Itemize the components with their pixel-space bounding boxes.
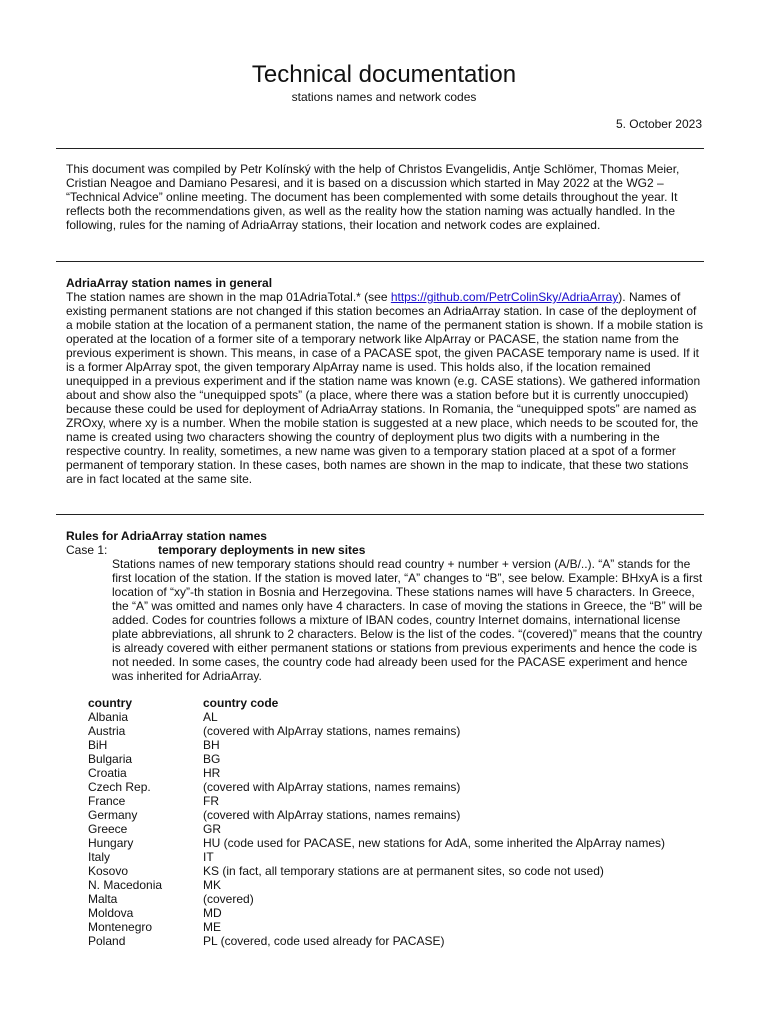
case-1-line [66,543,365,557]
code-cell: ME [203,920,221,934]
country-cell: Czech Rep. [88,780,151,794]
document-date: 5. October 2023 [615,117,702,131]
table-row [88,766,665,780]
table-row [88,906,665,920]
code-cell: PL (covered, code used already for PACASE) [203,934,445,948]
document-subtitle: stations names and network codes [291,90,477,104]
country-cell: Bulgaria [88,752,133,766]
code-cell: HR [203,766,221,780]
code-cell: BG [203,752,221,766]
country-codes-table [88,696,665,948]
table-row [88,892,665,906]
code-cell: AL [203,710,218,724]
case-label: Case 1: [66,543,108,557]
code-cell: GR [203,822,221,836]
divider [56,514,704,515]
table-header-row [88,696,665,710]
section-heading-station-names: AdriaArray station names in general [66,276,273,290]
intro-paragraph: This document was compiled by Petr Kolínský with the help of Christos Evangelidis, Antje Schlömer, Thomas Meier, Cristian Neagoe and Damiano Pesaresi, and it is based on a discussion which started in May 2022 at the WG2 – “Technical Advice” online meeting. The document has been complemented with some details throughout the year. It reflects both the recommendations given, as well as the reality how the station naming was actually handled. In the following, rules for the naming of AdriaArray stations, their location and network codes are explained. [66,162,680,232]
column-header-country: country [88,696,133,710]
table-row [88,850,665,864]
case-1-paragraph: Stations names of new temporary stations should read country + number + version (A/B/..). “A” stands for the first location of the station. If the station is moved later, “A” changes to “B”, see below. Example: BHxyA is a first location of “xy”-th station in Bosnia and Herzegovina. These stations names will have 5 characters. In Greece, the “A” was omitted and names only have 4 characters. In case of moving the stations in Greece, the “B” will be added. Codes for countries follows a mixture of IBAN codes, country Internet domains, international license plate abbreviations, all shrunk to 2 characters. Below is the list of the codes. “(covered)” means that the country is already covered with either permanent stations or stations from previous experiments and hence the code is not needed. In some cases, the country code had already been used for the PACASE experiment and hence was inherited for AdriaArray. [112,557,703,683]
station-names-paragraph [66,290,706,486]
code-cell: HU (code used for PACASE, new stations for AdA, some inherited the AlpArray names) [203,836,665,850]
code-cell: (covered with AlpArray stations, names remains) [203,724,461,738]
country-cell: Austria [88,724,126,738]
table-row [88,878,665,892]
code-cell: IT [203,850,214,864]
table-row [88,738,665,752]
paragraph-text: The station names are shown in the map 01AdriaTotal.* (see [66,290,391,304]
code-cell: KS (in fact, all temporary stations are at permanent sites, so code not used) [203,864,604,878]
table-row [88,780,665,794]
code-cell: BH [203,738,220,752]
paragraph-text: ). Names of existing permanent stations are not changed if this station becomes an AdriaArray station. In case of the deployment of a mobile station at the location of a permanent station, the name of the permanent station is shown. If a mobile station is operated at the location of a former site of a temporary network like AlpArray or PACASE, the station name from the previous experiment is shown. This means, in case of a PACASE spot, the given PACASE temporary name is used. If it is a former AlpArray spot, the given temporary AlpArray name is used. This holds also, if the location remained unequipped in a previous experiment and if the station name was known (e.g. CASE stations). We gathered information about and show also the “unequipped spots” (a place, where there was a station before but it is currently unoccupied) because these could be used for deployment of AdriaArray stations. In Romania, the “unequipped spots” are named as ZROxy, where xy is a number. When the mobile station is suggested at a new place, which needs to be scouted for, the name is created using two characters showing the country of deployment plus two digits with a numbering in the respective country. In reality, sometimes, a new name was given to a temporary station placed at a spot of a former permanent of temporary station. In these cases, both names are shown in the map to indicate, that these two stations are in fact located at the same site. [66,290,704,486]
code-cell: FR [203,794,219,808]
code-cell: (covered with AlpArray stations, names remains) [203,808,461,822]
table-row [88,836,665,850]
document-title: Technical documentation [251,61,517,88]
table-row [88,808,665,822]
code-cell: (covered with AlpArray stations, names remains) [203,780,461,794]
code-cell: (covered) [203,892,254,906]
table-row [88,724,665,738]
country-cell: Croatia [88,766,127,780]
country-cell: N. Macedonia [88,878,163,892]
country-cell: Germany [88,808,138,822]
table-row [88,710,665,724]
code-cell: MD [203,906,222,920]
column-header-code: country code [203,696,279,710]
country-cell: Montenegro [88,920,153,934]
country-cell: Malta [88,892,118,906]
divider [56,261,704,262]
country-cell: Italy [88,850,111,864]
table-row [88,864,665,878]
country-cell: Poland [88,934,126,948]
section-heading-rules: Rules for AdriaArray station names [66,529,267,543]
country-cell: Albania [88,710,129,724]
table-row [88,752,665,766]
country-cell: Hungary [88,836,134,850]
divider [56,148,704,149]
country-cell: Moldova [88,906,134,920]
country-cell: Kosovo [88,864,129,878]
table-row [88,794,665,808]
code-cell: MK [203,878,221,892]
country-cell: Greece [88,822,128,836]
country-cell: BiH [88,738,108,752]
table-row [88,920,665,934]
table-row [88,934,665,948]
case-title: temporary deployments in new sites [158,543,366,557]
table-row [88,822,665,836]
github-link[interactable]: https://github.com/PetrColinSky/AdriaArray [390,290,619,304]
country-cell: France [88,794,126,808]
